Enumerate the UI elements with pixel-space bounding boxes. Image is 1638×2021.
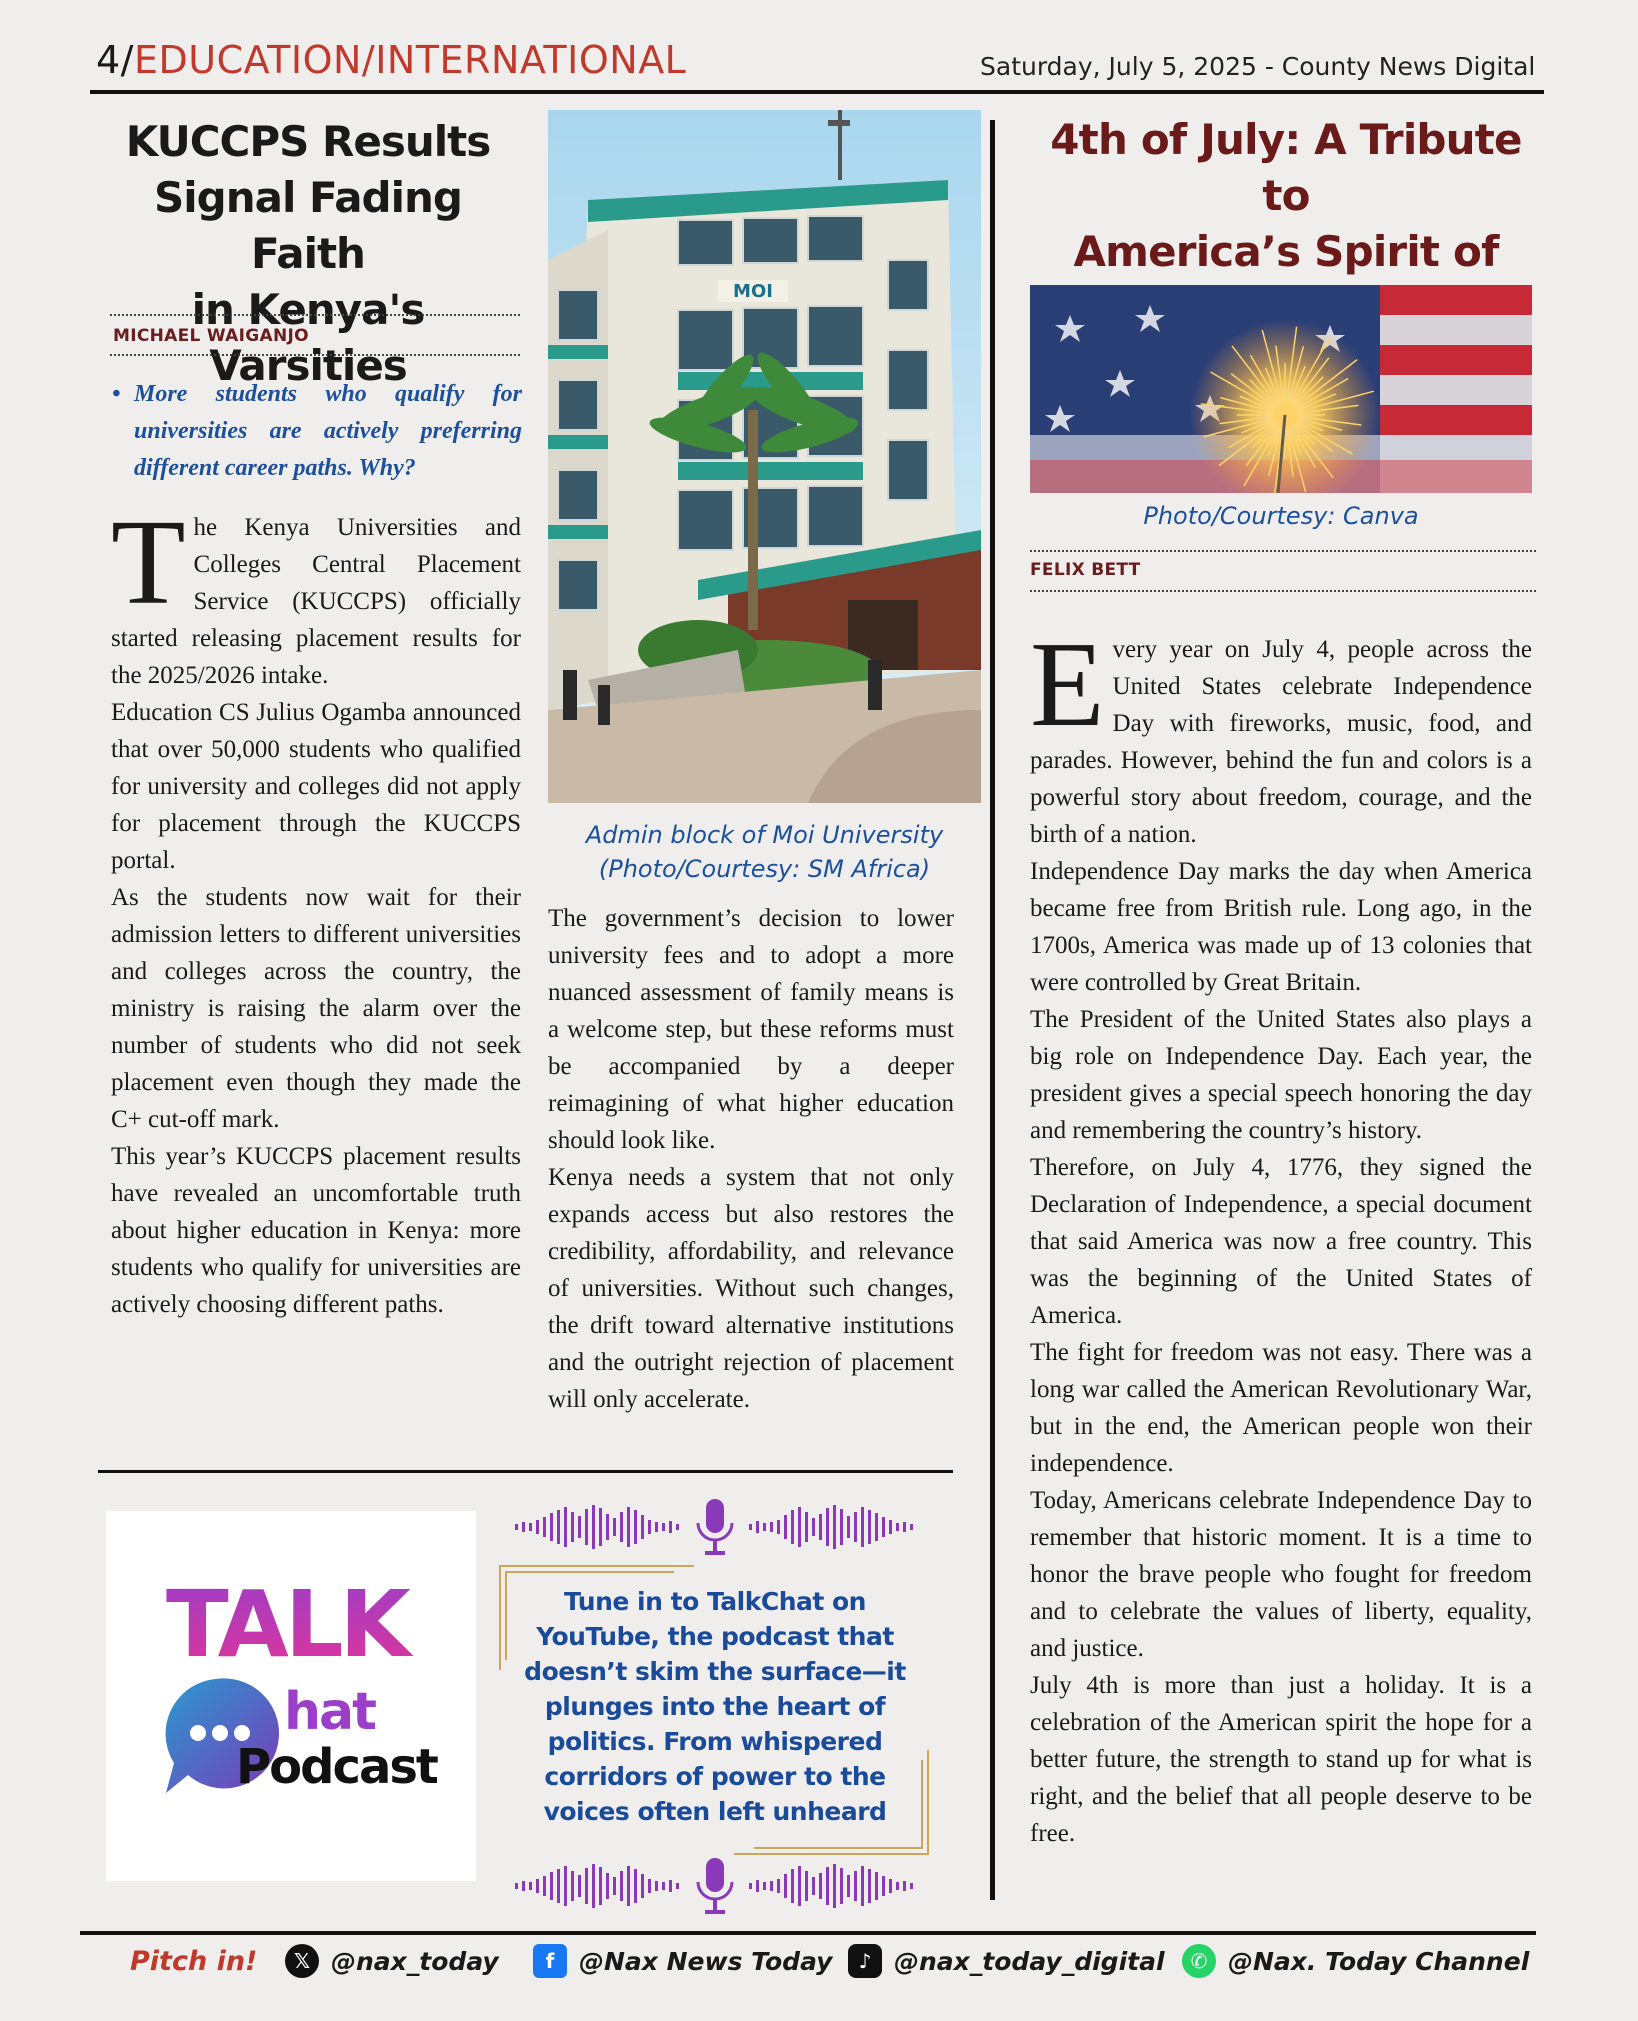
- paragraph: This year’s KUCCPS placement results have revealed an uncomfortable truth about higher education in Kenya: more students who qualify for universities are actively choosing different paths.: [111, 1143, 521, 1318]
- paragraph: he Kenya Universities and Colleges Central Placement Service (KUCCPS) officially started releasing placement results for the 2025/2026 intake.: [111, 514, 521, 689]
- whatsapp-icon: ✆: [1182, 1944, 1216, 1978]
- left-article-standfirst: • More students who qualify for universities are actively preferring different career paths. Why?: [112, 376, 522, 487]
- podcast-promo-text: Tune in to TalkChat on YouTube, the podcast that doesn’t skim the surface—it plunges into the heart of politics. From whispered corridors of power to the voices often left unheard: [524, 1587, 906, 1826]
- moi-university-photo: [548, 110, 981, 803]
- dotted-divider: [110, 314, 520, 316]
- footer-social-bar: [130, 1944, 1540, 1984]
- page-section-header: [96, 38, 686, 82]
- left-article-title: [96, 114, 520, 394]
- logo-hat-text: hat: [284, 1682, 375, 1742]
- left-article-byline: MICHAEL WAIGANJO: [113, 326, 309, 346]
- drop-cap: T: [111, 495, 186, 630]
- sparkler-flag-photo: [1030, 285, 1532, 493]
- pitch-in-label: Pitch in!: [130, 1946, 258, 1977]
- title-line: Signal Fading Faith: [154, 173, 462, 278]
- left-article-body: [111, 495, 521, 1323]
- paragraph: The fight for freedom was not easy. There was a long war called the American Revolutionary War, but in the end, the American people won their independence.: [1030, 1339, 1532, 1477]
- title-line: 4th of July: A Tribute to: [1050, 115, 1522, 220]
- moi-photo-caption: Admin block of Moi University (Photo/Courtesy: SM Africa): [585, 821, 944, 883]
- dateline: Saturday, July 5, 2025 - County News Digital: [980, 52, 1536, 81]
- title-line: America’s Spirit of: [1073, 227, 1499, 276]
- logo-talk-text: TALK: [166, 1571, 407, 1678]
- social-tiktok[interactable]: ♪ @nax_today_digital: [848, 1944, 1165, 1978]
- dotted-divider: [1030, 550, 1536, 552]
- tiktok-icon: ♪: [848, 1944, 882, 1978]
- bullet-icon: •: [112, 381, 121, 407]
- title-line: KUCCPS Results: [125, 117, 491, 166]
- soundwave-microphone-icon: [505, 1493, 925, 1561]
- flag-photo-caption: Photo/Courtesy: Canva: [1143, 502, 1419, 530]
- paragraph: Kenya needs a system that not only expands access but also restores the credibility, affordability, and relevance of universities. Without such changes, the drift toward alternative institutions and the outright rejection of placement will only accelerate.: [548, 1164, 954, 1413]
- section-rule: [98, 1470, 953, 1473]
- logo-podcast-text: Podcast: [236, 1739, 437, 1795]
- talkchat-podcast-logo: [106, 1511, 476, 1881]
- paragraph: The President of the United States also plays a big role on Independence Day. Each year, the president gives a special speech honoring the day and remembering the country’s history.: [1030, 1006, 1532, 1144]
- paragraph: Independence Day marks the day when America became free from British rule. Long ago, in the 1700s, America was made up of 13 colonies that were controlled by Great Britain.: [1030, 858, 1532, 996]
- social-whatsapp[interactable]: ✆ @Nax. Today Channel: [1182, 1944, 1529, 1978]
- middle-article-body: [548, 900, 954, 1418]
- paragraph: Therefore, on July 4, 1776, they signed the Declaration of Independence, a special document that said America was now a free country. This was the beginning of the United States of America.: [1030, 1154, 1532, 1329]
- header-rule: [90, 90, 1544, 94]
- title-line: in Kenya's Varsities: [191, 285, 425, 390]
- social-x[interactable]: 𝕏 @nax_today: [285, 1944, 499, 1978]
- x-icon: 𝕏: [285, 1944, 319, 1978]
- column-divider: [990, 120, 995, 1900]
- paragraph: Education CS Julius Ogamba announced that over 50,000 students who qualified for university and colleges did not apply for placement through the KUCCPS portal.: [111, 699, 521, 874]
- social-facebook[interactable]: f @Nax News Today: [533, 1944, 832, 1978]
- dotted-divider: [110, 354, 520, 356]
- paragraph: very year on July 4, people across the United States celebrate Independence Day with fireworks, music, food, and parades. However, behind the fun and colors is a powerful story about freedom, courage, and the birth of a nation.: [1030, 636, 1532, 848]
- footer-rule: [80, 1931, 1536, 1935]
- dotted-divider: [1030, 590, 1536, 592]
- paragraph: Today, Americans celebrate Independence Day to remember that historic moment. It is a time to honor the brave people who fought for freedom and to celebrate the values of liberty, equality, and justice.: [1030, 1487, 1532, 1662]
- facebook-icon: f: [533, 1944, 567, 1978]
- soundwave-microphone-icon: [505, 1852, 925, 1920]
- page-number: 4/: [96, 38, 134, 82]
- section-name: EDUCATION/INTERNATIONAL: [133, 38, 687, 82]
- right-article-byline: FELIX BETT: [1030, 560, 1141, 580]
- paragraph: The government’s decision to lower university fees and to adopt a more nuanced assessment of family means is a welcome step, but these reforms must be accompanied by a deeper reimagining of what higher education should look like.: [548, 905, 954, 1154]
- right-article-body: [1030, 617, 1532, 1852]
- drop-cap: E: [1030, 617, 1105, 752]
- photo-building-sign: MOI: [733, 281, 773, 302]
- paragraph: July 4th is more than just a holiday. It is a celebration of the American spirit the hope for a better future, the strength to stand up for what is right, and the belief that all people deserve to be free.: [1030, 1672, 1532, 1847]
- paragraph: As the students now wait for their admission letters to different universities and colleges across the country, the ministry is raising the alarm over the number of students who did not seek placement even though they made the C+ cut-off mark.: [111, 884, 521, 1133]
